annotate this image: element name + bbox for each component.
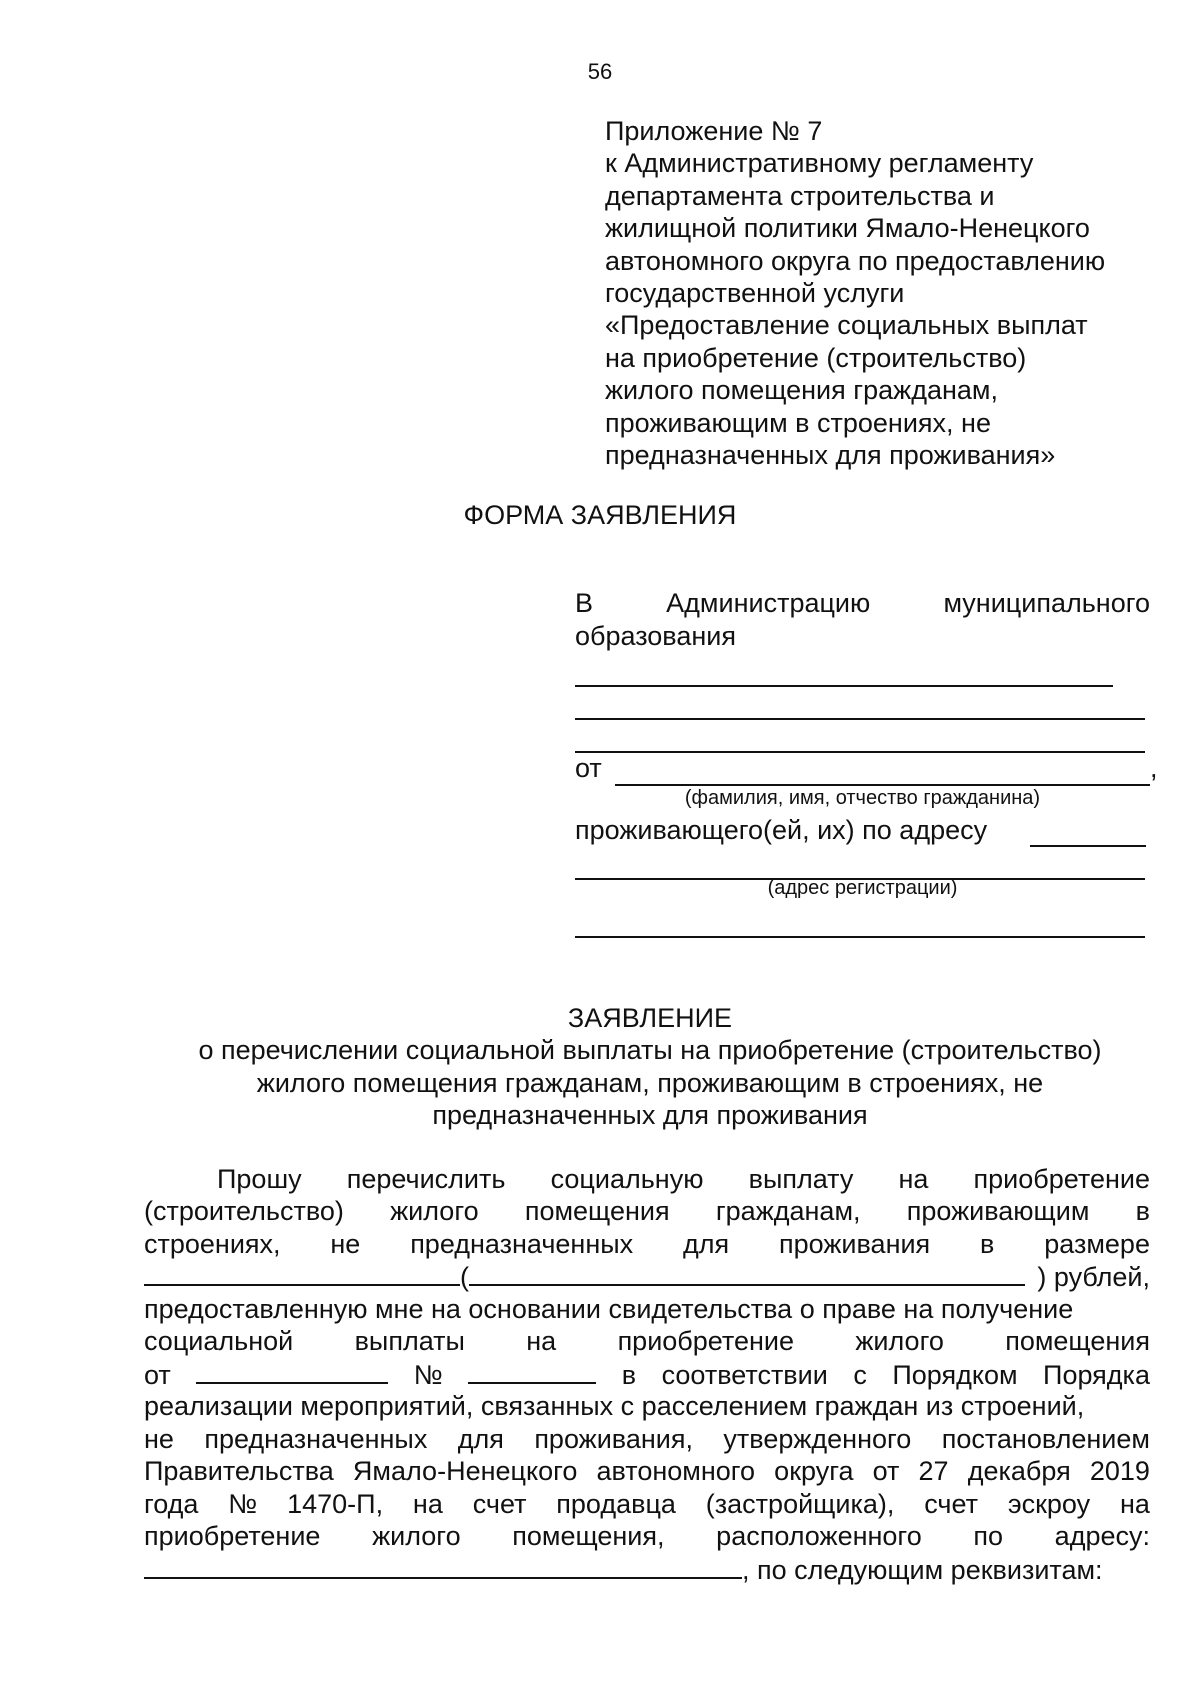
body-word: на xyxy=(526,1326,557,1356)
body-line-5: предоставленную мне на основании свидетельства о праве на получение xyxy=(144,1294,1074,1324)
body-word: (застройщика), xyxy=(705,1489,895,1519)
from-label: от xyxy=(575,753,602,783)
body-word: Ямало-Ненецкого xyxy=(352,1456,578,1486)
body-word: жилого xyxy=(390,1196,479,1226)
statement-title-block xyxy=(0,1002,1200,1132)
statement-title: ЗАЯВЛЕНИЕ xyxy=(567,1003,733,1033)
body-line-3 xyxy=(144,1228,1150,1260)
body-line-12 xyxy=(144,1520,1150,1552)
body-line-7 xyxy=(144,1358,1150,1390)
body-word: помещения xyxy=(1005,1326,1150,1356)
body-word: в xyxy=(621,1360,637,1390)
body-word: социальную xyxy=(550,1164,704,1194)
body-word: выплату xyxy=(748,1164,854,1194)
fio-hint: (фамилия, имя, отчество гражданина) xyxy=(684,787,1041,809)
body-word: с xyxy=(853,1360,867,1390)
certificate-date-blank[interactable] xyxy=(196,1358,388,1384)
body-word: для xyxy=(457,1424,504,1454)
body-paren-open: ( xyxy=(460,1262,469,1292)
body-word: расположенного xyxy=(716,1521,922,1551)
body-line-10 xyxy=(144,1455,1150,1487)
body-word: перечислить xyxy=(346,1164,506,1194)
statement-subtitle-line: предназначенных для проживания xyxy=(432,1100,868,1131)
body-word: проживания, xyxy=(534,1424,693,1454)
body-word: от xyxy=(872,1456,900,1486)
annex-line: автономного округа по предоставлению xyxy=(605,245,1106,276)
page-number: 56 xyxy=(587,59,613,84)
annex-line: департамента строительства и xyxy=(605,180,995,211)
body-rubles: ) рублей, xyxy=(1037,1262,1150,1292)
body-word: приобретение xyxy=(617,1326,794,1356)
annex-line: предназначенных для проживания» xyxy=(605,439,1056,470)
municipality-blank-2[interactable] xyxy=(575,718,1145,720)
body-word: эскроу xyxy=(1007,1489,1091,1519)
body-line-1 xyxy=(217,1163,1150,1195)
property-address-blank[interactable] xyxy=(144,1553,742,1579)
body-word: на xyxy=(412,1489,443,1519)
municipality-blank-3[interactable] xyxy=(575,751,1145,753)
body-word: декабря xyxy=(967,1456,1071,1486)
body-line-13 xyxy=(144,1553,1150,1585)
body-word: округа xyxy=(774,1456,854,1486)
body-word: автономного xyxy=(596,1456,756,1486)
body-word: № xyxy=(228,1489,258,1519)
body-requisites-tail: , по следующим реквизитам: xyxy=(742,1555,1103,1585)
amount-digits-blank[interactable] xyxy=(144,1260,460,1286)
body-word: утвержденного xyxy=(723,1424,912,1454)
body-word: (строительство) xyxy=(144,1196,344,1226)
body-word: строениях, xyxy=(144,1229,281,1259)
body-line-2 xyxy=(144,1195,1150,1227)
body-word: гражданам, xyxy=(715,1196,861,1226)
body-line-9 xyxy=(144,1423,1150,1455)
body-word: помещения, xyxy=(512,1521,665,1551)
annex-line: Приложение № 7 xyxy=(605,116,823,146)
body-line-6 xyxy=(144,1325,1150,1357)
address-blank-3[interactable] xyxy=(575,936,1145,938)
body-word: жилого xyxy=(372,1521,461,1551)
statement-subtitle-line: о перечислении социальной выплаты на приобретение (строительство) xyxy=(198,1035,1102,1066)
body-word: проживания xyxy=(779,1229,931,1259)
address-hint: (адрес регистрации) xyxy=(767,877,958,899)
body-line-8: реализации мероприятий, связанных с расселением граждан из строений, xyxy=(144,1391,1085,1421)
statement-subtitle-line: жилого помещения гражданам, проживающим в строениях, не xyxy=(256,1067,1044,1098)
annex-line: к Административному регламенту xyxy=(605,148,1034,179)
body-word: Порядка xyxy=(1043,1360,1150,1390)
residing-label: проживающего(ей, их) по адресу xyxy=(575,815,988,845)
body-word: приобретение xyxy=(973,1164,1150,1194)
body-word: № xyxy=(413,1360,443,1390)
body-word: 27 xyxy=(918,1456,949,1486)
body-line-4 xyxy=(144,1260,1150,1292)
body-word: 1470-П, xyxy=(287,1489,384,1519)
annex-line: «Предоставление социальных выплат xyxy=(605,310,1088,341)
body-word: счет xyxy=(472,1489,527,1519)
body-word: в xyxy=(980,1229,995,1259)
body-word: не xyxy=(144,1424,174,1454)
annex-line: жилищной политики Ямало-Ненецкого xyxy=(605,213,1090,244)
body-line-11 xyxy=(144,1488,1150,1520)
body-word: в xyxy=(1135,1196,1150,1226)
body-word: на xyxy=(1119,1489,1150,1519)
body-word: размере xyxy=(1044,1229,1150,1259)
annex-line: проживающим в строениях, не xyxy=(605,407,991,438)
form-title: ФОРМА ЗАЯВЛЕНИЯ xyxy=(463,500,737,530)
body-word: проживающим xyxy=(906,1196,1090,1226)
body-word: Правительства xyxy=(144,1456,334,1486)
annex-header xyxy=(605,115,1105,471)
body-word: не xyxy=(330,1229,361,1259)
addressee-line-1 xyxy=(575,588,1150,620)
annex-line: на приобретение (строительство) xyxy=(605,342,1027,373)
body-word: счет xyxy=(924,1489,978,1519)
body-word: адресу: xyxy=(1054,1521,1150,1551)
annex-line: государственной услуги xyxy=(605,277,905,308)
body-word: соответствии xyxy=(661,1360,828,1390)
annex-line: жилого помещения гражданам, xyxy=(605,375,998,406)
applicant-name-blank[interactable] xyxy=(615,784,1150,786)
amount-words-blank[interactable] xyxy=(469,1260,1025,1286)
body-word: продавца xyxy=(556,1489,676,1519)
body-word: от xyxy=(144,1360,171,1390)
body-word: приобретение xyxy=(144,1521,321,1551)
body-word: Прошу xyxy=(217,1164,302,1194)
body-word: предназначенных xyxy=(410,1229,634,1259)
addressee-to-admin: Администрацию xyxy=(666,588,871,618)
body-word: постановлением xyxy=(941,1424,1150,1454)
addressee-entity: образования xyxy=(575,621,736,651)
body-word: на xyxy=(898,1164,929,1194)
addressee-to-municipal: муниципального xyxy=(943,588,1150,618)
from-comma: , xyxy=(1150,753,1158,783)
body-word: Порядком xyxy=(892,1360,1018,1390)
municipality-blank-1[interactable] xyxy=(575,685,1113,687)
body-word: по xyxy=(973,1521,1004,1551)
body-word: выплаты xyxy=(354,1326,465,1356)
addressee-to-word: В xyxy=(575,588,594,618)
body-word: социальной xyxy=(144,1326,294,1356)
body-word: года xyxy=(144,1489,199,1519)
body-word: для xyxy=(683,1229,730,1259)
body-word: предназначенных xyxy=(204,1424,428,1454)
address-blank-1[interactable] xyxy=(1030,845,1146,847)
body-word: помещения xyxy=(524,1196,670,1226)
body-word: жилого xyxy=(855,1326,944,1356)
body-word: 2019 xyxy=(1089,1456,1150,1486)
certificate-number-blank[interactable] xyxy=(468,1358,596,1384)
